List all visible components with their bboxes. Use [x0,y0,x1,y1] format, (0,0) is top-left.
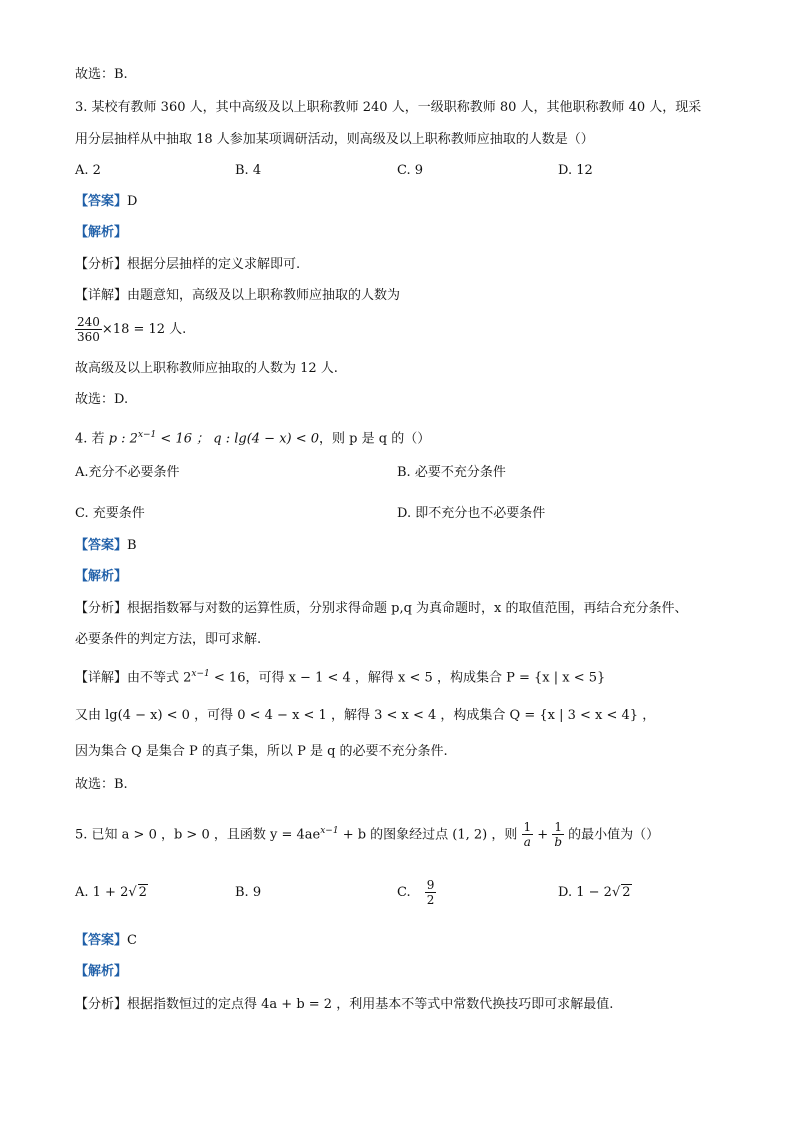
q5-stem-exponent: x−1 [320,826,339,836]
q5-fenxi-text: 根据指数恒过的定点得 4a + b = 2 ，利用基本不等式中常数代换技巧即可求解最值. [127,997,614,1012]
q3-fraction [75,315,102,344]
q4-answer: B [127,538,137,553]
q4-fenxi-row [75,600,688,618]
sqrt-icon: √ [128,885,137,900]
q5-option-d-radicand: 2 [622,885,631,900]
fenxi-tag: 【分析】 [75,601,128,616]
q3-option-b: B. 4 [235,163,262,178]
q4-xiangjie-a: 由不等式 2 [127,670,192,686]
q4-option-a: A.充分不必要条件 [75,465,180,480]
analysis-tag: 【解析】 [75,964,128,979]
sqrt-icon: √ [611,885,621,900]
q4-stem-mid: < 16 ； [156,431,210,447]
q3-option-c: C. 9 [397,163,424,178]
q4-conclusion: 故选：B. [75,777,128,792]
q5-option-a-prefix: A. 1 + 2 [75,885,129,900]
q5-option-c-fraction [425,878,437,907]
q4-line-c: 因为集合 Q 是集合 P 的真子集，所以 P 是 q 的必要不充分条件. [75,744,448,759]
q3-xiangjie-text: 由题意知，高级及以上职称教师应抽取的人数为 [127,288,401,303]
fraction-numerator: 1 [523,820,532,835]
xiangjie-tag: 【详解】 [75,288,128,303]
q3-fenxi-text: 根据分层抽样的定义求解即可. [127,257,301,272]
fraction-numerator: 1 [552,820,564,835]
q4-fenxi-line2: 必要条件的判定方法，即可求解. [75,632,262,647]
q2-conclusion: 故选：B. [75,67,128,82]
q4-stem-suffix: ，则 p 是 q 的（） [319,431,431,447]
q3-answer: D [127,194,138,209]
q4-stem-prefix: 4. 若 [75,431,105,447]
q4-stem-p: p : 2 [108,431,138,447]
answer-tag: 【答案】 [75,194,128,209]
q5-stem-b: + b 的图象经过点 (1, 2) ，则 [338,827,518,843]
answer-tag: 【答案】 [75,538,128,553]
q3-formula [75,314,186,346]
fenxi-tag: 【分析】 [75,997,128,1012]
q5-option-a [75,884,148,902]
q4-stem-exponent: x−1 [137,430,157,440]
q4-stem [75,426,430,448]
analysis-tag: 【解析】 [75,569,128,584]
q4-option-b: B. 必要不充分条件 [397,465,506,480]
q3-option-d: D. 12 [558,163,593,178]
q4-xiangjie-b: < 16，可得 x − 1 < 4 ，解得 x < 5 ，构成集合 P = {x | x < 5} [209,670,606,686]
q5-option-a-radicand: 2 [138,885,147,900]
q4-option-d: D. 即不充分也不必要条件 [397,506,546,521]
q4-line-b: 又由 lg(4 − x) < 0 ，可得 0 < 4 − x < 1 ，解得 3 < x < 4 ，构成集合 Q = {x | 3 < x < 4} ， [75,708,656,723]
q3-stem-line1: 3. 某校有教师 360 人，其中高级及以上职称教师 240 人，一级职称教师 80 人，其他职称教师 40 人，现采 [75,100,702,115]
q5-option-d-prefix: D. 1 − 2 [558,885,612,900]
q3-result: 故高级及以上职称教师应抽取的人数为 12 人. [75,361,338,376]
q3-formula-rest: ×18 = 12 人. [101,322,187,337]
q3-answer-row [75,193,137,211]
q3-xiangjie-row [75,287,400,305]
q4-fenxi-line1: 根据指数幂与对数的运算性质，分别求得命题 p,q 为真命题时，x 的取值范围，再结合充分条件、 [127,601,688,616]
q3-stem-line2: 用分层抽样从中抽取 18 人参加某项调研活动，则高级及以上职称教师应抽取的人数是（） [75,132,594,147]
q4-analysis-row [75,568,127,586]
q5-fenxi-row [75,996,613,1014]
q4-option-c: C. 充要条件 [75,506,145,521]
q5-option-c [397,873,436,913]
q5-option-b: B. 9 [235,885,262,900]
fraction-numerator: 240 [77,315,100,329]
xiangjie-tag: 【详解】 [75,670,128,686]
q4-xiangjie-exponent: x−1 [191,669,210,679]
analysis-tag: 【解析】 [75,225,128,240]
fraction-denominator: a [523,835,531,850]
q3-fenxi-row [75,256,300,274]
q4-answer-row [75,537,137,555]
q5-plus: + [533,827,553,843]
q5-answer-row [75,932,137,950]
fraction-numerator: 9 [426,878,435,892]
q5-fraction-1 [522,820,534,849]
q5-option-c-prefix: C. [397,885,411,900]
q5-stem [75,814,659,852]
q5-analysis-row [75,963,127,981]
q5-fraction-2 [552,820,564,849]
q3-option-a: A. 2 [75,163,101,178]
q3-conclusion: 故选：D. [75,392,129,407]
fraction-denominator: b [554,835,563,850]
fraction-denominator: 360 [77,330,100,344]
q5-answer: C [127,933,137,948]
fraction-denominator: 2 [426,893,435,907]
q3-analysis-row [75,224,127,242]
q4-xiangjie-row [75,665,605,687]
q4-stem-q: q : lg(4 − x) < 0 [213,431,320,447]
answer-tag: 【答案】 [75,933,128,948]
q5-stem-a: 5. 已知 a > 0 ，b > 0 ，且函数 y = 4ae [75,827,321,843]
fenxi-tag: 【分析】 [75,257,128,272]
q5-option-d [558,884,632,902]
q5-stem-c: 的最小值为（） [564,827,660,843]
